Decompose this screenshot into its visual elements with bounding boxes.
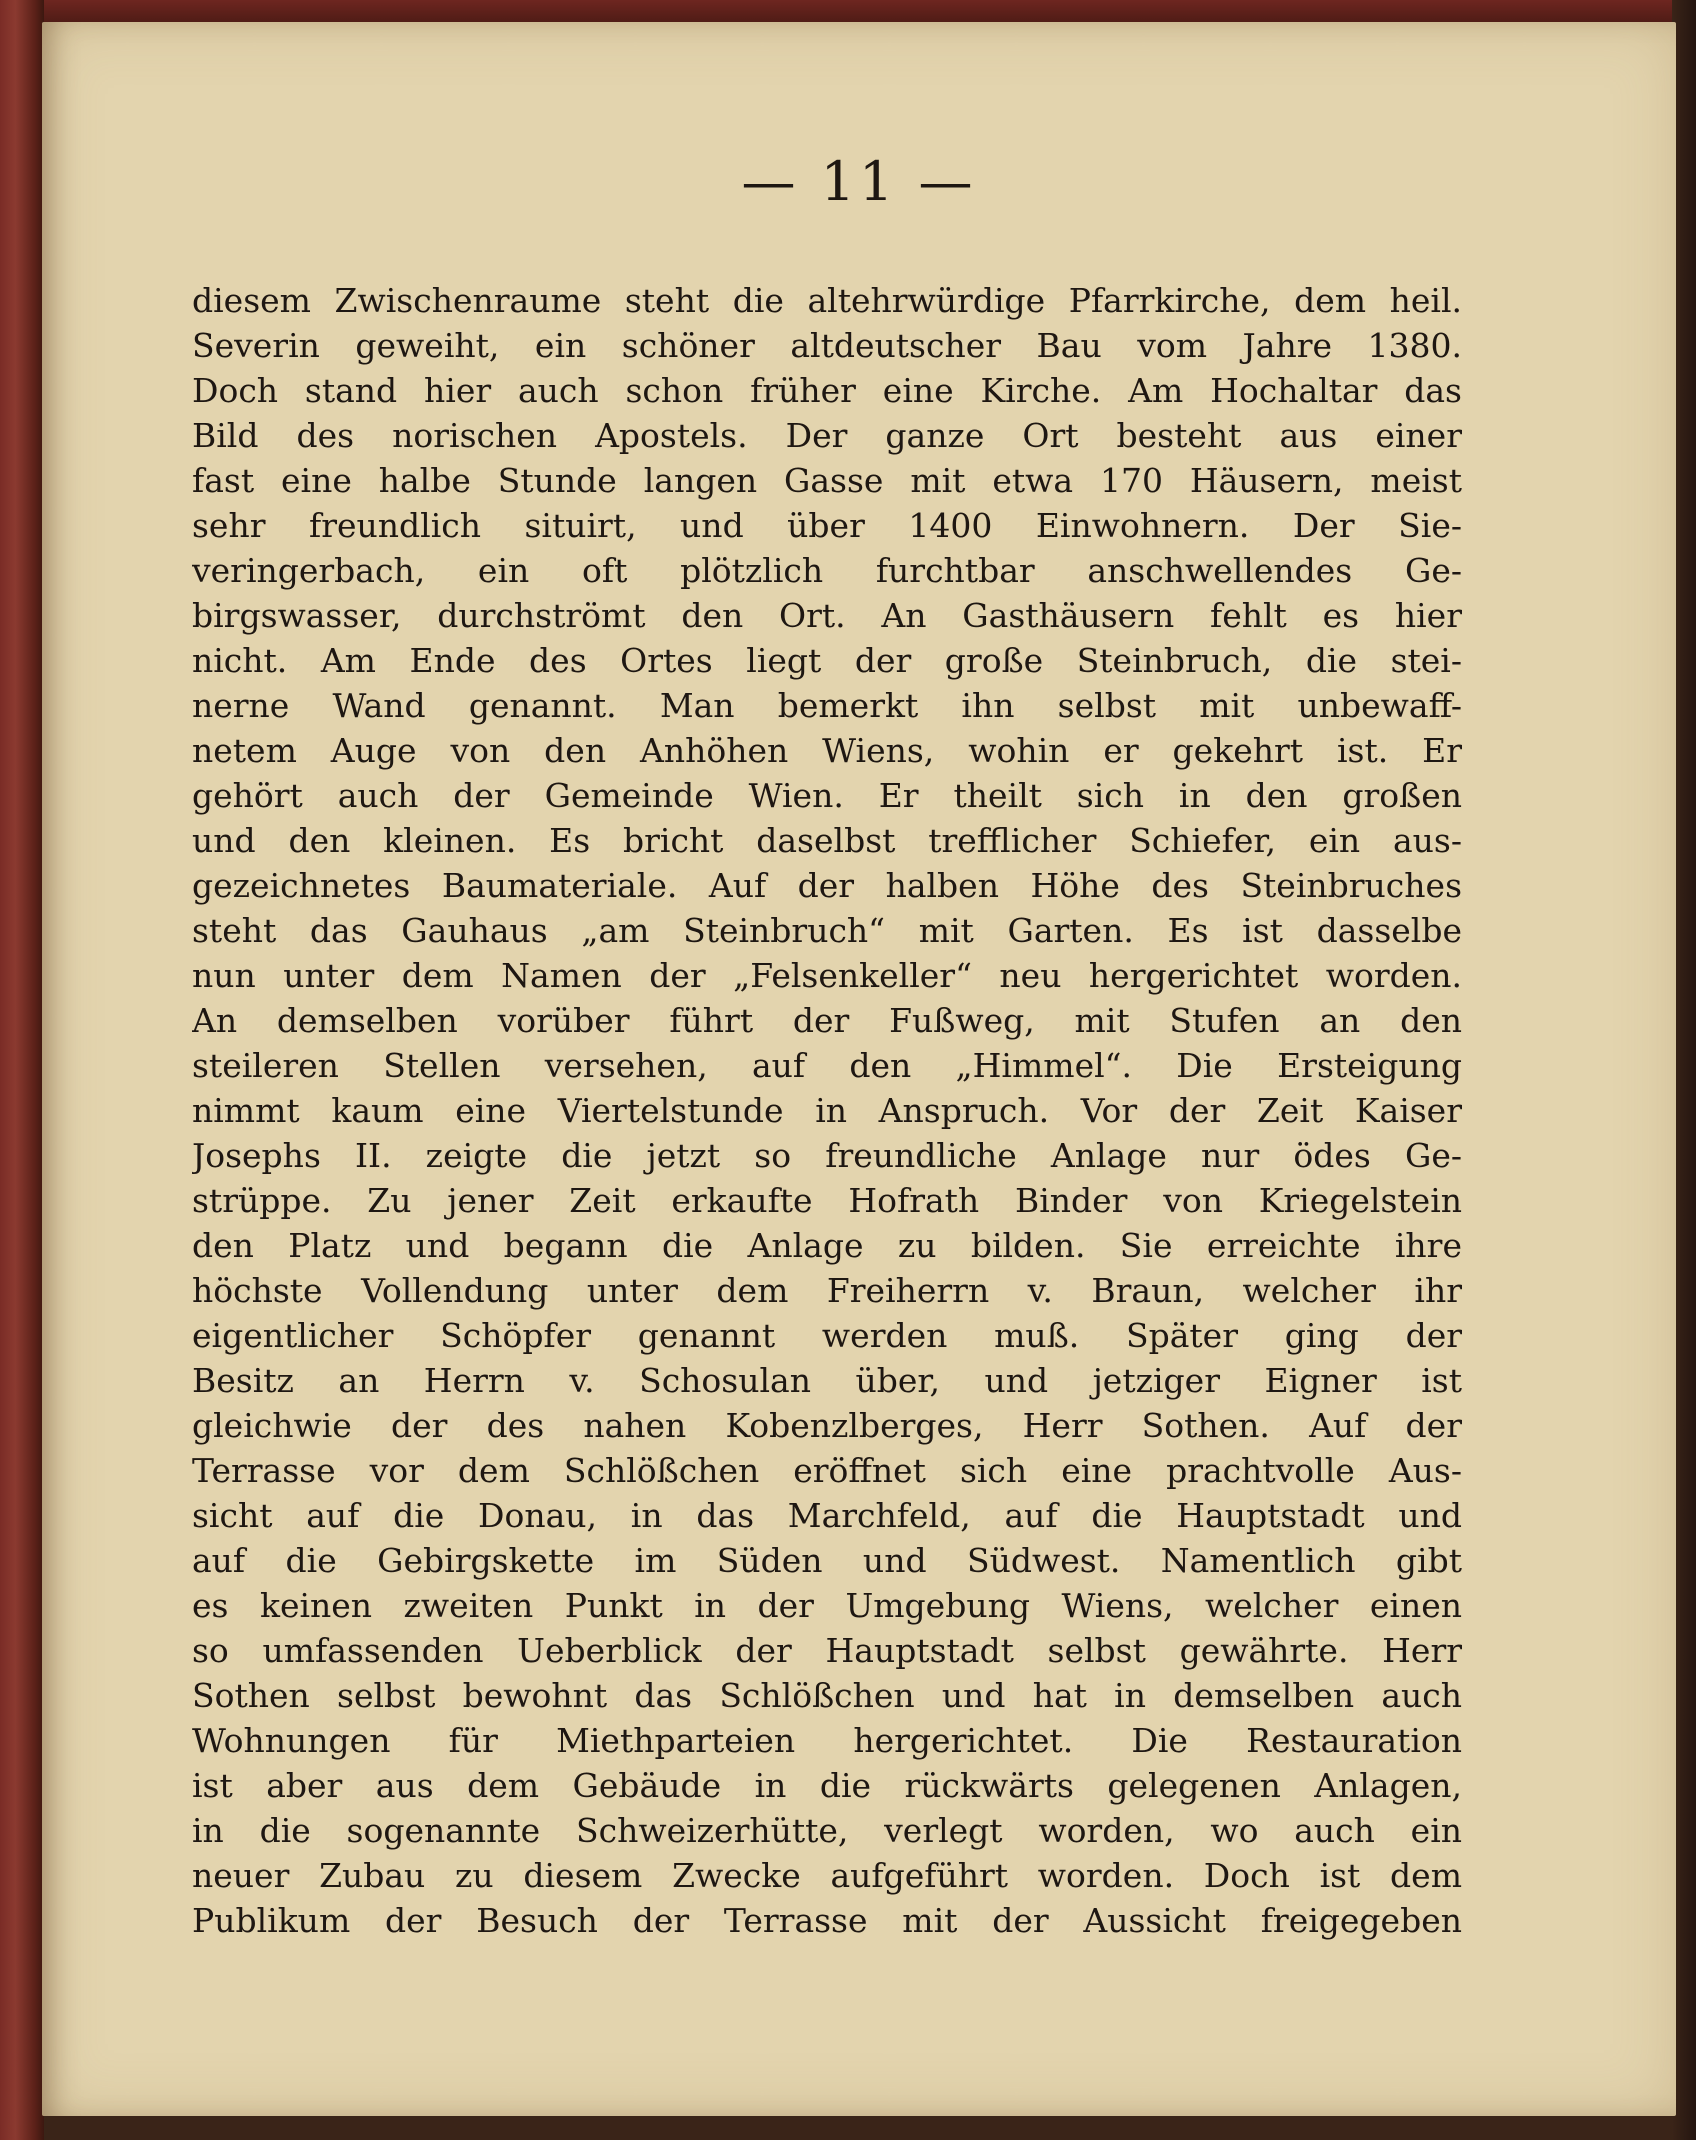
text-line: Publikum der Besuch der Terrasse mit der Aussicht freigegeben <box>192 1901 1462 1940</box>
text-line: nun unter dem Namen der „Felsenkeller“ neu hergerichtet worden. <box>192 956 1462 995</box>
page-number: — 11 — <box>741 150 977 213</box>
text-line: eigentlicher Schöpfer genannt werden muß. Später ging der <box>192 1316 1462 1355</box>
text-line: Josephs II. zeigte die jetzt so freundliche Anlage nur ödes Ge- <box>192 1136 1462 1175</box>
text-line: und den kleinen. Es bricht daselbst trefflicher Schiefer, ein aus- <box>192 821 1462 860</box>
text-line: in die sogenannte Schweizerhütte, verlegt worden, wo auch ein <box>192 1811 1462 1850</box>
text-line: strüppe. Zu jener Zeit erkaufte Hofrath Binder von Kriegelstein <box>192 1181 1462 1220</box>
text-line: veringerbach, ein oft plötzlich furchtbar anschwellendes Ge- <box>192 551 1462 590</box>
text-line: steht das Gauhaus „am Steinbruch“ mit Garten. Es ist dasselbe <box>192 911 1462 950</box>
text-line: Terrasse vor dem Schlößchen eröffnet sich eine prachtvolle Aus- <box>192 1451 1462 1490</box>
text-line: An demselben vorüber führt der Fußweg, mit Stufen an den <box>192 1001 1462 1040</box>
text-line: fast eine halbe Stunde langen Gasse mit etwa 170 Häusern, meist <box>192 461 1462 500</box>
text-line: gezeichnetes Baumateriale. Auf der halben Höhe des Steinbruches <box>192 866 1462 905</box>
text-line: Severin geweiht, ein schöner altdeutscher Bau vom Jahre 1380. <box>192 326 1462 365</box>
text-line: Sothen selbst bewohnt das Schlößchen und hat in demselben auch <box>192 1676 1462 1715</box>
text-line: nimmt kaum eine Viertelstunde in Anspruch. Vor der Zeit Kaiser <box>192 1091 1462 1130</box>
text-line: auf die Gebirgskette im Süden und Südwest. Namentlich gibt <box>192 1541 1462 1580</box>
text-line: steileren Stellen versehen, auf den „Himmel“. Die Ersteigung <box>192 1046 1462 1085</box>
text-line: ist aber aus dem Gebäude in die rückwärts gelegenen Anlagen, <box>192 1766 1462 1805</box>
text-line: sicht auf die Donau, in das Marchfeld, auf die Hauptstadt und <box>192 1496 1462 1535</box>
text-line: gleichwie der des nahen Kobenzlberges, Herr Sothen. Auf der <box>192 1406 1462 1445</box>
text-line: den Platz und begann die Anlage zu bilden. Sie erreichte ihre <box>192 1226 1462 1265</box>
text-line: gehört auch der Gemeinde Wien. Er theilt sich in den großen <box>192 776 1462 815</box>
text-line: Bild des norischen Apostels. Der ganze Ort besteht aus einer <box>192 416 1462 455</box>
page-sheet <box>42 22 1676 2116</box>
text-line: sehr freundlich situirt, und über 1400 Einwohnern. Der Sie- <box>192 506 1462 545</box>
text-line: nicht. Am Ende des Ortes liegt der große Steinbruch, die stei- <box>192 641 1462 680</box>
text-line: nerne Wand genannt. Man bemerkt ihn selbst mit unbewaff- <box>192 686 1462 725</box>
text-line: Besitz an Herrn v. Schosulan über, und jetziger Eigner ist <box>192 1361 1462 1400</box>
text-line: Wohnungen für Miethparteien hergerichtet. Die Restauration <box>192 1721 1462 1760</box>
book-binding-spine <box>0 0 44 2140</box>
text-line: Doch stand hier auch schon früher eine Kirche. Am Hochaltar das <box>192 371 1462 410</box>
text-line: birgswasser, durchströmt den Ort. An Gasthäusern fehlt es hier <box>192 596 1462 635</box>
body-text <box>192 278 1462 1943</box>
text-line: so umfassenden Ueberblick der Hauptstadt selbst gewährte. Herr <box>192 1631 1462 1670</box>
text-line: diesem Zwischenraume steht die altehrwürdige Pfarrkirche, dem heil. <box>192 281 1462 320</box>
text-line: neuer Zubau zu diesem Zwecke aufgeführt worden. Doch ist dem <box>192 1856 1462 1895</box>
text-line: höchste Vollendung unter dem Freiherrn v. Braun, welcher ihr <box>192 1271 1462 1310</box>
text-line: es keinen zweiten Punkt in der Umgebung Wiens, welcher einen <box>192 1586 1462 1625</box>
text-line: netem Auge von den Anhöhen Wiens, wohin er gekehrt ist. Er <box>192 731 1462 770</box>
